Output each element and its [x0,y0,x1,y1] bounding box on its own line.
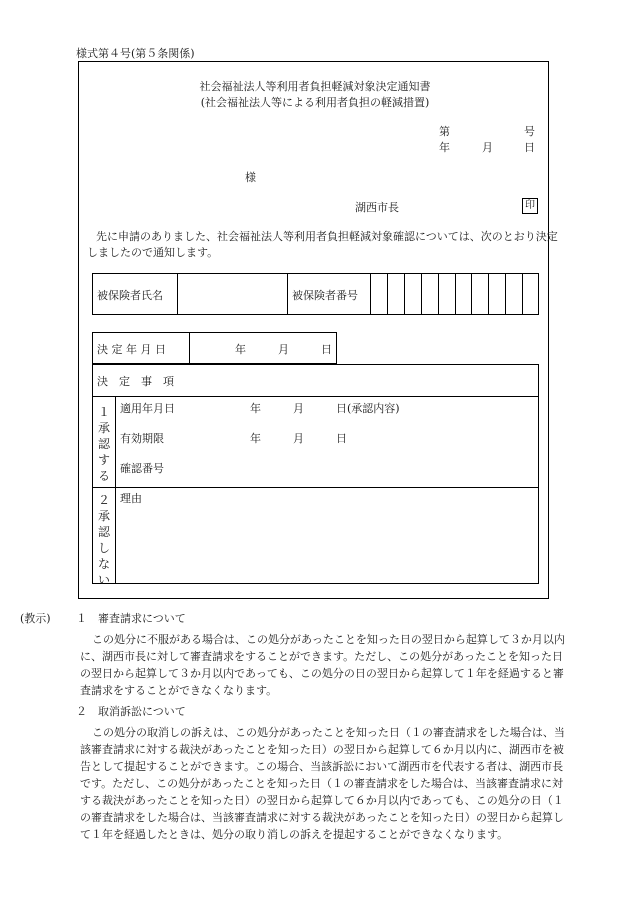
notice-item1-title: １ 審査請求について [76,612,186,625]
reference-go: 号 [524,125,535,138]
digit-cell-divider [421,273,422,315]
digit-cell-divider [455,273,456,315]
insured-name-label: 被保険者氏名 [97,289,163,302]
form-number: 様式第４号(第５条関係) [76,47,195,60]
intro-line-2: しましたので通知します。 [87,246,219,259]
addressee-sama: 様 [245,171,256,184]
digit-cell-divider [387,273,388,315]
reject-label: ２承認しない [97,493,110,587]
apply-date-month: 月 [293,402,304,415]
decision-date-month: 月 [278,343,289,356]
notice-line: 査請求をすることができなくなります。 [80,684,278,697]
date-day: 日 [524,141,535,154]
digit-cell-divider [471,273,472,315]
approve-label: １承認する [97,405,110,483]
insured-number-label: 被保険者番号 [292,289,358,302]
seal-icon: 印 [522,198,538,214]
notice-item2-title: ２ 取消訴訟について [76,705,186,718]
date-month: 月 [482,141,493,154]
apply-approval-content: 日(承認内容) [336,402,400,415]
reference-dai: 第 [439,125,450,138]
document-subtitle: (社会福祉法人等による利用者負担の軽減措置) [200,96,430,109]
digit-cell-divider [404,273,405,315]
decision-date-label: 決 定 年 月 日 [97,343,166,356]
notice-line: に、湖西市長に対して審査請求をすることができます。ただし、この処分があったことを知った日 [80,650,564,663]
apply-date-year: 年 [250,402,261,415]
valid-period-label: 有効期限 [120,432,164,445]
digit-cell-divider [522,273,523,315]
notice-line: て１年を経過したときは、処分の取り消しの訴えを提起することができなくなります。 [80,828,509,841]
notice-line: この処分に不服がある場合は、この処分があったことを知った日の翌日から起算して３か月以内 [92,633,565,646]
issuer-mayor: 湖西市長 [355,201,399,214]
decision-matters-label: 決 定 事 項 [97,375,174,388]
digit-cell-divider [438,273,439,315]
notice-line: この処分の取消しの訴えは、この処分があったことを知った日（１の審査請求をした場合は、当 [92,726,565,739]
intro-line-1: 先に申請のありました、社会福祉法人等利用者負担軽減対象確認については、次のとおり決定 [96,230,558,243]
notice-line: する裁決があったことを知った日）の翌日から起算して６か月以内であっても、この処分の日（１ [80,794,564,807]
notice-line: の審査請求をした場合は、当該審査請求に対する裁決があったことを知った日）の翌日から起算し [80,811,564,824]
apply-date-label: 適用年月日 [120,402,175,415]
decision-date-year: 年 [235,343,246,356]
decision-date-day: 日 [321,343,332,356]
digit-cell-divider [488,273,489,315]
valid-period-year: 年 [250,432,261,445]
notice-line: の翌日から起算して３か月以内であっても、この処分の日の翌日から起算して１年を経過すると審 [80,667,564,680]
reason-label: 理由 [120,492,142,505]
notice-line: 該審査請求に対する裁決があったことを知った日）の翌日から起算して６か月以内に、湖西市を被 [80,743,564,756]
confirmation-number-label: 確認番号 [120,462,164,475]
notice-line: です。ただし、この処分があったことを知った日（１の審査請求をした場合は、当該審査請求に対 [80,777,564,790]
valid-period-day: 日 [336,432,347,445]
document-title: 社会福祉法人等利用者負担軽減対象決定通知書 [199,80,431,93]
date-year: 年 [439,141,450,154]
insured-name-field[interactable] [178,274,287,314]
notice-line: 告として提起することができます。この場合、当該訴訟において湖西市を代表する者は、湖西市長 [80,760,564,773]
notice-label: (教示) [20,612,51,625]
valid-period-month: 月 [293,432,304,445]
digit-cell-divider [505,273,506,315]
